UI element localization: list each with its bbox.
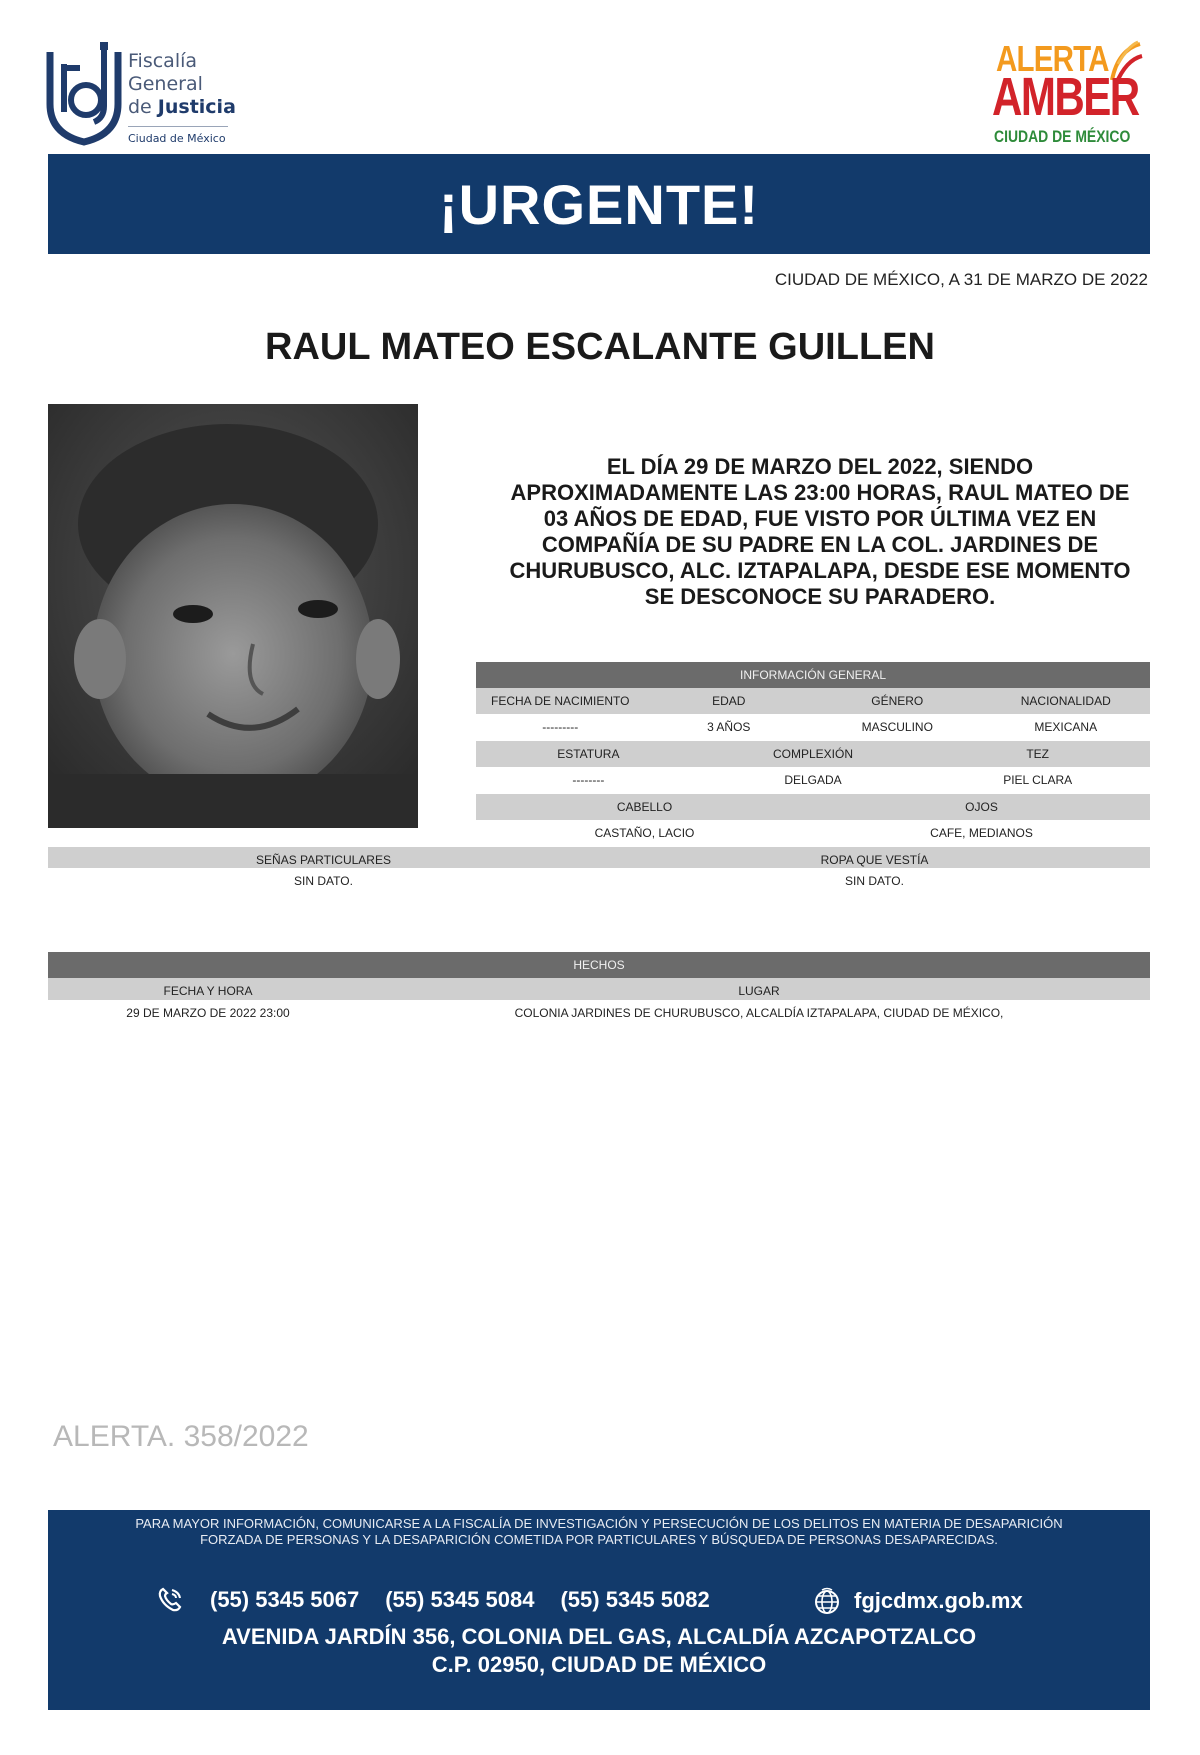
description-line: APROXIMADAMENTE LAS 23:00 HORAS, RAUL MATEO DE — [510, 480, 1130, 505]
header-marks: SEÑAS PARTICULARES — [256, 853, 391, 867]
child-photo-image — [48, 404, 418, 828]
info-row4-values — [48, 868, 1150, 894]
header-height: ESTATURA — [557, 747, 620, 761]
value-place: COLONIA JARDINES DE CHURUBUSCO, ALCALDÍA IZTAPALAPA, CIUDAD DE MÉXICO, — [514, 1006, 1004, 1020]
footer-website — [812, 1586, 1023, 1616]
info-row2-values — [476, 767, 1150, 793]
value-gender: MASCULINO — [861, 720, 933, 734]
header-complexion: TEZ — [1026, 747, 1050, 761]
header-date-time: FECHA Y HORA — [163, 984, 253, 998]
value-complexion: PIEL CLARA — [1003, 773, 1073, 787]
value-birthdate: --------- — [542, 720, 579, 734]
header-place: LUGAR — [738, 984, 780, 998]
phone-number[interactable]: (55) 5345 5067 — [210, 1587, 360, 1612]
info-row2-headers — [476, 741, 1150, 767]
info-row3-headers — [476, 794, 1150, 820]
footer-contact — [48, 1510, 1150, 1710]
header-build: COMPLEXIÓN — [773, 747, 854, 761]
child-photo — [48, 404, 418, 828]
value-age: 3 AÑOS — [707, 720, 751, 734]
fgj-subtitle: Ciudad de México — [128, 132, 226, 145]
info-title-text: INFORMACIÓN GENERAL — [739, 668, 886, 682]
amber-line2: AMBER — [992, 67, 1139, 127]
description-line: SE DESCONOCE SU PARADERO. — [644, 584, 996, 609]
header-age: EDAD — [712, 694, 746, 708]
phone-number[interactable]: (55) 5345 5082 — [560, 1587, 710, 1612]
header-gender: GÉNERO — [871, 694, 924, 708]
urgent-banner — [48, 154, 1150, 254]
header-hair: CABELLO — [616, 800, 673, 814]
footer-note — [48, 1516, 1150, 1548]
phone-number[interactable]: (55) 5345 5084 — [385, 1587, 535, 1612]
fgj-line2: General — [128, 73, 203, 95]
description-line: 03 AÑOS DE EDAD, FUE VISTO POR ÚLTIMA VEZ EN — [543, 506, 1097, 531]
value-marks: SIN DATO. — [294, 874, 353, 888]
info-row3-values — [476, 820, 1150, 846]
address-line1: AVENIDA JARDÍN 356, COLONIA DEL GAS, ALCALDÍA AZCAPOTZALCO — [221, 1624, 977, 1649]
header-eyes: OJOS — [965, 800, 998, 814]
value-nationality: MEXICANA — [1034, 720, 1098, 734]
urgent-title: ¡URGENTE! — [438, 172, 760, 236]
fgj-logo — [46, 42, 246, 146]
header-nationality: NACIONALIDAD — [1020, 694, 1111, 708]
alert-number: ALERTA. 358/2022 — [53, 1420, 309, 1453]
value-eyes: CAFE, MEDIANOS — [930, 826, 1033, 840]
facts-title-text: HECHOS — [573, 958, 625, 972]
header-clothing: ROPA QUE VESTÍA — [820, 853, 929, 867]
footer-note-line: FORZADA DE PERSONAS Y LA DESAPARICIÓN COMETIDA POR PARTICULARES Y BÚSQUEDA DE PERSONAS DESAPARECIDAS. — [200, 1532, 998, 1547]
header-birthdate: FECHA DE NACIMIENTO — [491, 694, 630, 708]
footer-phones — [156, 1586, 710, 1614]
person-name: RAUL MATEO ESCALANTE GUILLEN — [265, 326, 935, 368]
info-row1-values — [476, 714, 1150, 740]
facts-table-title — [48, 952, 1150, 978]
description-line: CHURUBUSCO, ALC. IZTAPALAPA, DESDE ESE MOMENTO — [509, 558, 1131, 583]
value-date-time: 29 DE MARZO DE 2022 23:00 — [126, 1006, 290, 1020]
date-line: CIUDAD DE MÉXICO, A 31 DE MARZO DE 2022 — [774, 270, 1148, 289]
website-link[interactable]: fgjcdmx.gob.mx — [854, 1588, 1023, 1613]
fgj-emblem-icon — [46, 42, 122, 146]
fgj-divider — [128, 126, 228, 127]
fgj-line1: Fiscalía — [128, 50, 198, 72]
globe-icon — [812, 1586, 842, 1616]
info-table-title — [476, 662, 1150, 688]
value-build: DELGADA — [784, 773, 842, 787]
fgj-line3-bold: Justicia — [157, 96, 236, 118]
info-row1-headers — [476, 688, 1150, 714]
description-line: EL DÍA 29 DE MARZO DEL 2022, SIENDO — [606, 454, 1034, 479]
value-clothing: SIN DATO. — [845, 874, 904, 888]
amber-line3: CIUDAD DE MÉXICO — [994, 127, 1131, 146]
facts-values — [48, 1000, 1150, 1026]
fgj-line3-prefix: de — [128, 96, 158, 118]
address-line2: C.P. 02950, CIUDAD DE MÉXICO — [431, 1652, 767, 1677]
case-description — [480, 454, 1160, 610]
footer-note-line: PARA MAYOR INFORMACIÓN, COMUNICARSE A LA FISCALÍA DE INVESTIGACIÓN Y PERSECUCIÓN DE LOS DELITOS EN MATERIA DE DESAPARICIÓN — [135, 1516, 1063, 1531]
alerta-amber-logo — [990, 38, 1150, 148]
value-height: -------- — [572, 773, 605, 787]
amber-line1: ALERTA — [996, 38, 1109, 79]
value-hair: CASTAÑO, LACIO — [594, 826, 695, 840]
phone-icon — [156, 1586, 184, 1614]
description-line: COMPAÑÍA DE SU PADRE EN LA COL. JARDINES DE — [541, 532, 1099, 557]
